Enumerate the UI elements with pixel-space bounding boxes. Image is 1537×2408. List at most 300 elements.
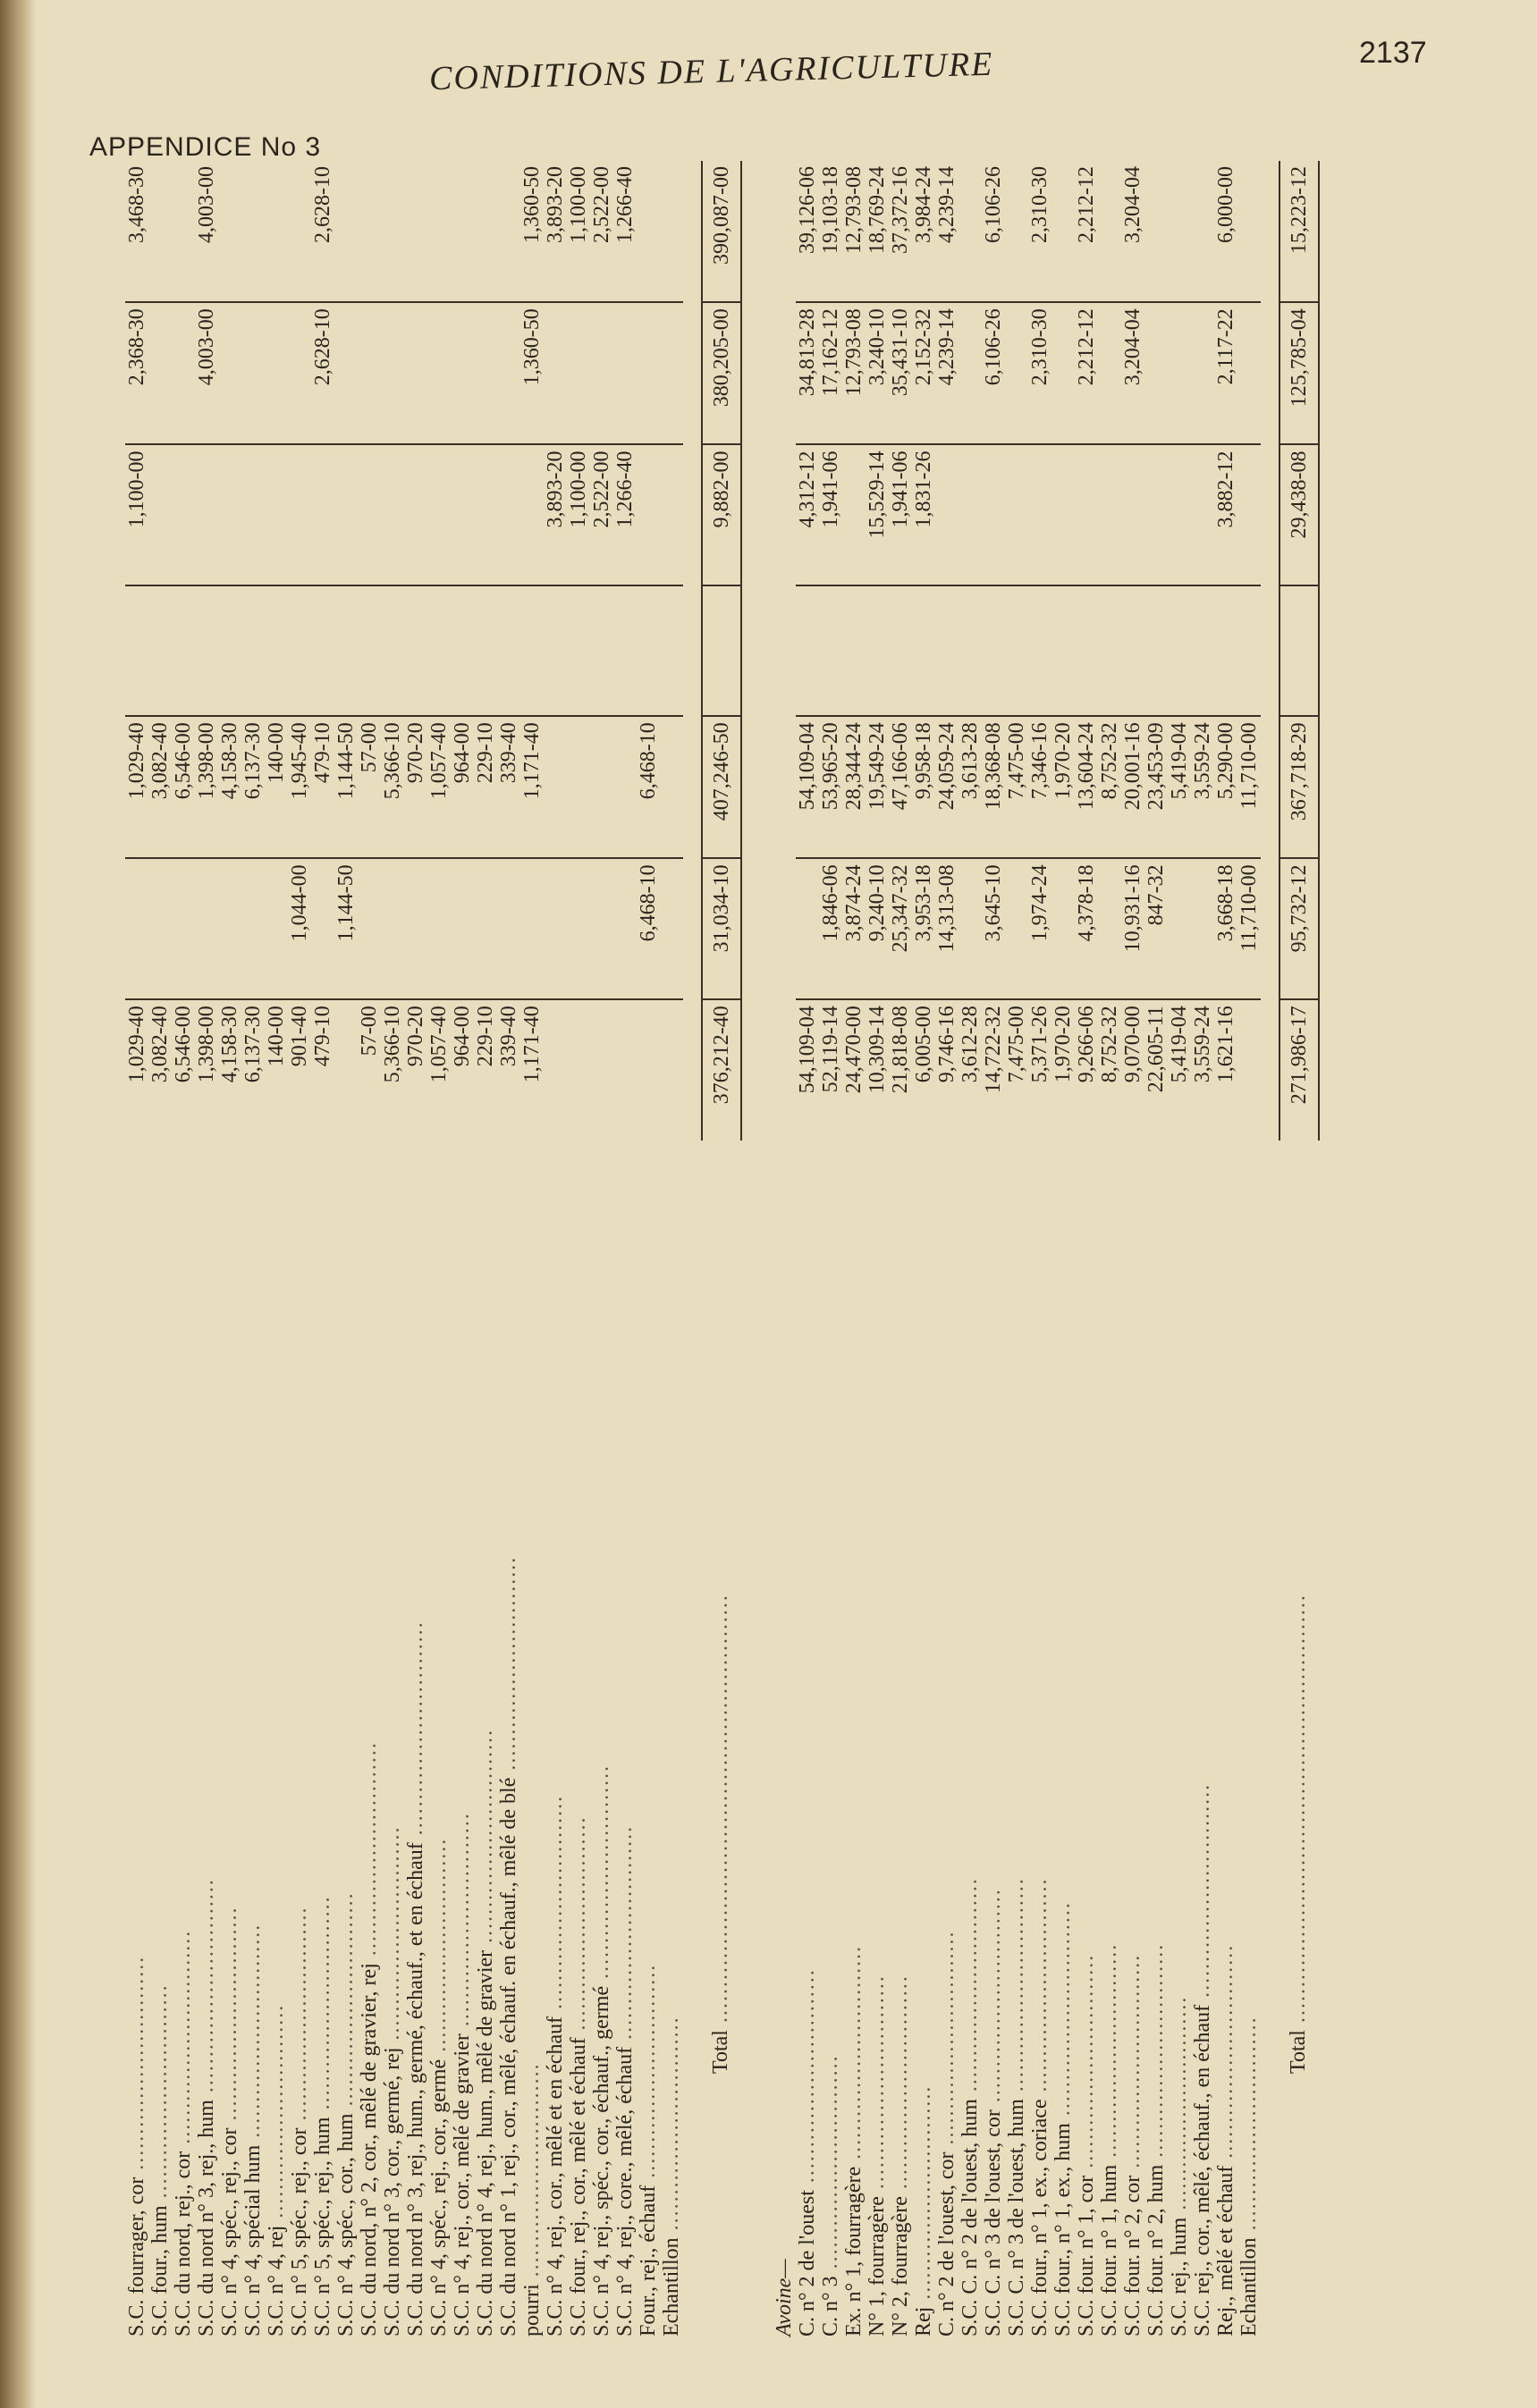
value-cell-col4 [241,585,265,716]
leader-dots: .............................. [590,1764,613,1986]
table-row [195,161,218,2342]
value-cell-col5: 29,438-08 [1279,444,1319,585]
value-cell-col4 [702,585,741,716]
table-row [404,161,427,2342]
description-text: S.C. n° 4, spécial hum [241,2144,265,2336]
leader-dots: .............................. [912,2084,935,2307]
value-cell-col6 [172,302,195,444]
total-row [1279,161,1319,2342]
value-cell-col1: 3,559-24 [1191,1006,1214,1083]
row-description [358,1141,381,2342]
value-cell-col3 [544,716,567,858]
value-cell-col5 [1191,444,1214,585]
leader-dots: .............................. [148,1983,172,2206]
row-description [796,1141,819,2342]
table-row [1214,161,1237,2342]
table-row [148,161,172,2342]
table-row [497,161,520,2342]
value-cell-col3: 3,559-24 [1191,716,1214,858]
value-cell-col5: 1,941-06 [819,444,842,585]
value-cell-col5 [358,444,381,585]
leader-dots: .............................. [567,1815,590,2038]
table-row [172,161,195,2342]
value-cell-col1: 9,746-16 [935,1006,959,1083]
value-cell-col4 [1191,585,1214,716]
value-cell-col7 [404,161,427,302]
value-cell-col7 [1005,161,1028,302]
leader-dots: .............................. [1237,2016,1261,2238]
value-cell-col5 [311,444,334,585]
value-cell-col2 [125,858,148,999]
row-description [497,1141,520,2342]
row-description [381,1141,404,2342]
value-cell-col1: 1,171-40 [520,1006,544,1083]
table-row [381,161,404,2342]
value-cell-col4 [172,585,195,716]
leader-dots: .............................. [637,1963,660,2185]
value-cell-col5 [1028,444,1051,585]
value-cell-col7: 1,360-50 [520,161,544,302]
value-cell-col4 [1075,585,1098,716]
table-row [1121,161,1144,2342]
value-cell-col6 [451,302,474,444]
table-row [544,161,567,2342]
value-cell-col5 [497,444,520,585]
value-cell-col3: 479-10 [311,716,334,858]
value-cell-col1: 479-10 [311,1006,334,1067]
leader-dots: .............................. [1121,1953,1144,2176]
value-cell-col7: 37,372-16 [889,161,912,302]
table-row [912,161,935,2342]
value-cell-col7: 2,522-00 [590,161,613,302]
description-text: S.C. C. n° 3 de l'ouest, cor [982,2109,1005,2336]
value-cell-col3: 11,710-00 [1237,716,1261,858]
value-cell-col2 [567,858,590,999]
value-cell-col3: 1,144-50 [334,716,358,858]
value-cell-col7 [1051,161,1075,302]
leader-dots: .............................. [796,1968,819,2191]
description-text: S.C. four., n° 1, ex., hum [1051,2123,1075,2336]
row-description [567,1141,590,2342]
value-cell-col6 [381,302,404,444]
value-cell-col2 [218,858,241,999]
value-cell-col5 [172,444,195,585]
value-cell-col3: 3,082-40 [148,716,172,858]
row-description [334,1141,358,2342]
description-text: S.C. n° 4, rej., cor., mêlé et en échauf [544,2016,567,2336]
description-text: Ex. n° 1, fourragère [842,2166,866,2336]
description-text: S.C. n° 4, rej., spéc., cor., échauf., germé [590,1985,613,2336]
value-cell-col1: 1,398-00 [195,1006,218,1083]
value-cell-col4 [1279,585,1319,716]
value-cell-col6 [1168,302,1191,444]
row-description [265,1141,288,2342]
value-cell-col2 [544,858,567,999]
table-row [935,161,959,2342]
description-text: S.C. n° 5, spéc., rej., hum [311,2117,334,2336]
value-cell-col6: 34,813-28 [796,302,819,444]
value-cell-col1 [590,999,613,1141]
description-text: Echantillon [1237,2237,1261,2336]
value-cell-col7: 19,103-18 [819,161,842,302]
value-cell-col2: 25,347-32 [889,858,912,999]
table-row [842,161,866,2342]
description-text: S.C. du nord n° 3, rej., hum., germé, échauf., et en échauf [404,1842,427,2336]
value-cell-col2: 95,732-12 [1279,858,1319,999]
row-description [148,1141,172,2342]
value-cell-col2 [148,858,172,999]
value-cell-col4 [265,585,288,716]
value-cell-col7 [451,161,474,302]
description-text: S.C. C. n° 3 de l'ouest, hum [1005,2099,1028,2336]
value-cell-col6 [1191,302,1214,444]
row-description [1005,1141,1028,2342]
table-row [1005,161,1028,2342]
table-row [265,161,288,2342]
value-cell-col1: 54,109-04 [796,1006,819,1094]
value-cell-col2: 9,240-10 [866,858,889,999]
spacer-row [741,161,773,2342]
value-cell-col7: 2,212-12 [1075,161,1098,302]
value-cell-col6: 3,240-10 [866,302,889,444]
leader-dots: .............................. [474,1728,497,1950]
value-cell-col1: 5,371-26 [1028,1006,1051,1083]
value-cell-col1: 901-40 [288,1006,311,1067]
description-text: Rej., mêlé et échauf [1214,2165,1237,2336]
value-cell-col3: 7,346-16 [1028,716,1051,858]
value-cell-col4 [590,585,613,716]
leader-dots: .............................. [544,1794,567,2016]
value-cell-col4 [912,585,935,716]
value-cell-col4 [334,585,358,716]
leader-dots: .............................. [1214,1943,1237,2166]
value-cell-col2: 31,034-10 [702,858,741,999]
value-cell-col7 [1098,161,1121,302]
total-label [1279,1141,1319,2342]
value-cell-col7: 2,310-30 [1028,161,1051,302]
value-cell-col1: 3,082-40 [148,1006,172,1083]
value-cell-col7 [1168,161,1191,302]
value-cell-col1: 3,612-28 [959,1006,982,1083]
description-text: S.C. du nord n° 3, rej., hum [195,2100,218,2336]
value-cell-col2 [1051,858,1075,999]
table-row [660,161,683,2342]
description-text: S.C. four. n° 2, cor [1121,2175,1144,2336]
leader-dots: .............................. [311,1895,334,2118]
value-cell-col4 [637,585,660,716]
value-cell-col3: 5,366-10 [381,716,404,858]
grain-table-body [125,161,1319,2342]
value-cell-col3: 47,166-06 [889,716,912,858]
value-cell-col4 [660,585,683,716]
leader-dots: .............................. [959,1877,982,2100]
leader-dots: .............................. [497,1555,520,1778]
row-description [637,1141,660,2342]
row-description [1191,1141,1214,2342]
value-cell-col5: 3,893-20 [544,444,567,585]
value-cell-col7 [358,161,381,302]
value-cell-col2: 14,313-08 [935,858,959,999]
value-cell-col4 [544,585,567,716]
leader-dots: .............................. [1144,1942,1168,2165]
table-row [311,161,334,2342]
description-text: S.C. four. n° 1, hum [1098,2164,1121,2336]
value-cell-col4 [288,585,311,716]
table-row [241,161,265,2342]
value-cell-col4 [819,585,842,716]
value-cell-col4 [567,585,590,716]
description-text: S.C. rej., hum [1168,2217,1191,2336]
value-cell-col3: 13,604-24 [1075,716,1098,858]
value-cell-col1: 964-00 [451,1006,474,1067]
value-cell-col3: 5,290-00 [1214,716,1237,858]
leader-dots: .............................. [195,1878,218,2101]
value-cell-col4 [982,585,1005,716]
row-description [195,1141,218,2342]
value-cell-col6 [544,302,567,444]
value-cell-col1: 339-40 [497,1006,520,1067]
value-cell-col3: 1,945-40 [288,716,311,858]
value-cell-col1: 376,212-40 [702,999,741,1141]
value-cell-col7: 4,239-14 [935,161,959,302]
value-cell-col7: 390,087-00 [702,161,741,302]
leader-dots: ............................................................ [1287,1594,1310,2031]
section-row [773,161,796,2342]
value-cell-col6: 2,628-10 [311,302,334,444]
value-cell-col3: 19,549-24 [866,716,889,858]
value-cell-col1: 970-20 [404,1006,427,1067]
value-cell-col6 [1005,302,1028,444]
value-cell-col6 [1098,302,1121,444]
leader-dots: .............................. [334,1891,358,2114]
value-cell-col4 [1168,585,1191,716]
value-cell-col6 [1144,302,1168,444]
description-text: S.C. du nord n° 4, rej., hum., mêlé de gravier [474,1949,497,2336]
value-cell-col1: 6,005-00 [912,1006,935,1083]
value-cell-col1: 5,366-10 [381,1006,404,1083]
table-row [520,161,544,2342]
value-cell-col3: 54,109-04 [796,716,819,858]
value-cell-col4 [866,585,889,716]
value-cell-col2: 1,974-24 [1028,858,1051,999]
row-description [819,1141,842,2342]
value-cell-col2: 10,931-16 [1121,858,1144,999]
description-text: S.C. n° 4, rej., core., mêlé, échauf [613,2046,637,2336]
value-cell-col5 [265,444,288,585]
value-cell-col4 [358,585,381,716]
table-row [1028,161,1051,2342]
value-cell-col2: 11,710-00 [1237,858,1261,999]
leader-dots: .............................. [819,2054,842,2277]
value-cell-col4 [889,585,912,716]
row-description [241,1141,265,2342]
value-cell-col2 [1005,858,1028,999]
leader-dots: .............................. [613,1824,637,2047]
value-cell-col5 [1075,444,1098,585]
value-cell-col5 [381,444,404,585]
value-cell-col7 [148,161,172,302]
value-cell-col6: 35,431-10 [889,302,912,444]
value-cell-col1: 7,475-00 [1005,1006,1028,1083]
value-cell-col6 [265,302,288,444]
leader-dots: .............................. [935,1930,959,2152]
row-description [1028,1141,1051,2342]
row-description [660,1141,683,2342]
row-description [125,1141,148,2342]
value-cell-col1: 6,137-30 [241,1006,265,1083]
value-cell-col1 [334,999,358,1141]
table-row [358,161,381,2342]
value-cell-col1 [1237,999,1261,1141]
value-cell-col5 [959,444,982,585]
value-cell-col4 [1237,585,1261,716]
leader-dots: .............................. [1028,1877,1051,2100]
description-text: S.C. du nord, rej., cor [172,2151,195,2336]
value-cell-col4 [520,585,544,716]
description-text: S.C. n° 4, spéc., rej., cor., germé [427,2059,451,2336]
value-cell-col5: 15,529-14 [866,444,889,585]
value-cell-col5 [427,444,451,585]
table-row [427,161,451,2342]
value-cell-col5 [195,444,218,585]
value-cell-col4 [613,585,637,716]
leader-dots: .............................. [451,1812,474,2034]
value-cell-col2 [1098,858,1121,999]
value-cell-col7 [241,161,265,302]
table-row [1075,161,1098,2342]
leader-dots: .............................. [1051,1901,1075,2124]
value-cell-col6: 380,205-00 [702,302,741,444]
value-cell-col3: 28,344-24 [842,716,866,858]
value-cell-col7 [172,161,195,302]
row-description [311,1141,334,2342]
value-cell-col6 [427,302,451,444]
value-cell-col1: 140-00 [265,1006,288,1067]
value-cell-col2: 1,044-00 [288,858,311,999]
value-cell-col5 [404,444,427,585]
value-cell-col1 [660,999,683,1141]
value-cell-col6: 125,785-04 [1279,302,1319,444]
row-description [1051,1141,1075,2342]
table-row [125,161,148,2342]
description-text: S.C. n° 4, spéc., cor., hum [334,2113,358,2336]
value-cell-col3: 7,475-00 [1005,716,1028,858]
table-row [567,161,590,2342]
row-description [935,1141,959,2342]
value-cell-col7 [959,161,982,302]
value-cell-col7 [265,161,288,302]
value-cell-col4 [148,585,172,716]
value-cell-col1 [637,999,660,1141]
value-cell-col4 [1028,585,1051,716]
description-text: S.C. four., rej., cor., mêlé et échauf [567,2037,590,2336]
value-cell-col6: 4,239-14 [935,302,959,444]
value-cell-col3: 367,718-29 [1279,716,1319,858]
spacer-row [1261,161,1279,2342]
row-description [218,1141,241,2342]
spacer-row [683,161,702,2342]
table-row [819,161,842,2342]
value-cell-col7 [334,161,358,302]
value-cell-col6 [660,302,683,444]
value-cell-col3 [660,716,683,858]
value-cell-col5 [218,444,241,585]
value-cell-col2 [590,858,613,999]
value-cell-col6 [637,302,660,444]
row-description [982,1141,1005,2342]
value-cell-col7 [497,161,520,302]
value-cell-col3 [613,716,637,858]
value-cell-col4 [959,585,982,716]
leader-dots: .............................. [241,1923,265,2145]
leader-dots: .............................. [842,1944,866,2167]
value-cell-col5 [1098,444,1121,585]
row-description [590,1141,613,2342]
table-row [1051,161,1075,2342]
value-cell-col3: 1,970-20 [1051,716,1075,858]
value-cell-col2 [265,858,288,999]
description-text: Echantillon [660,2237,683,2336]
description-text: S.C. n° 4, rej., cor., mêlé de gravier [451,2033,474,2336]
row-description [613,1141,637,2342]
value-cell-col3: 53,965-20 [819,716,842,858]
value-cell-col6: 2,117-22 [1214,302,1237,444]
value-cell-col7: 6,106-26 [982,161,1005,302]
value-cell-col6: 2,310-30 [1028,302,1051,444]
leader-dots: .............................. [172,1929,195,2151]
value-cell-col2: 4,378-18 [1075,858,1098,999]
value-cell-col5 [1121,444,1144,585]
description-text: Four., rej., échauf [637,2185,660,2336]
leader-dots: .............................. [1075,1953,1098,2176]
value-cell-col1: 10,309-14 [866,1006,889,1094]
value-cell-col3: 970-20 [404,716,427,858]
description-text: C. n° 3 [819,2276,842,2336]
value-cell-col6: 2,368-30 [125,302,148,444]
value-cell-col4 [451,585,474,716]
value-cell-col6: 4,003-00 [195,302,218,444]
row-description [889,1141,912,2342]
leader-dots: ............................................................ [709,1594,732,2031]
value-cell-col4 [842,585,866,716]
description-text: Total [1287,2030,1310,2074]
leader-dots: .............................. [1005,1877,1028,2100]
value-cell-col2 [520,858,544,999]
value-cell-col6 [218,302,241,444]
leader-dots: .............................. [982,1888,1005,2110]
description-text: C. n° 2 de l'ouest [796,2190,819,2336]
value-cell-col3: 6,468-10 [637,716,660,858]
table-row [637,161,660,2342]
value-cell-col2 [613,858,637,999]
value-cell-col3: 9,958-18 [912,716,935,858]
value-cell-col7 [660,161,683,302]
value-cell-col2 [796,858,819,999]
value-cell-col2: 3,953-18 [912,858,935,999]
value-cell-col7: 4,003-00 [195,161,218,302]
value-cell-col1: 5,419-04 [1168,1006,1191,1083]
value-cell-col7 [218,161,241,302]
value-cell-col7 [1191,161,1214,302]
leader-dots: .............................. [404,1621,427,1843]
row-description [172,1141,195,2342]
leader-dots: .............................. [218,1906,241,2128]
description-text: S.C. C. n° 2 de l'ouest, hum [959,2099,982,2336]
value-cell-col3: 18,368-08 [982,716,1005,858]
value-cell-col6: 3,204-04 [1121,302,1144,444]
value-cell-col1 [613,999,637,1141]
value-cell-col2 [358,858,381,999]
